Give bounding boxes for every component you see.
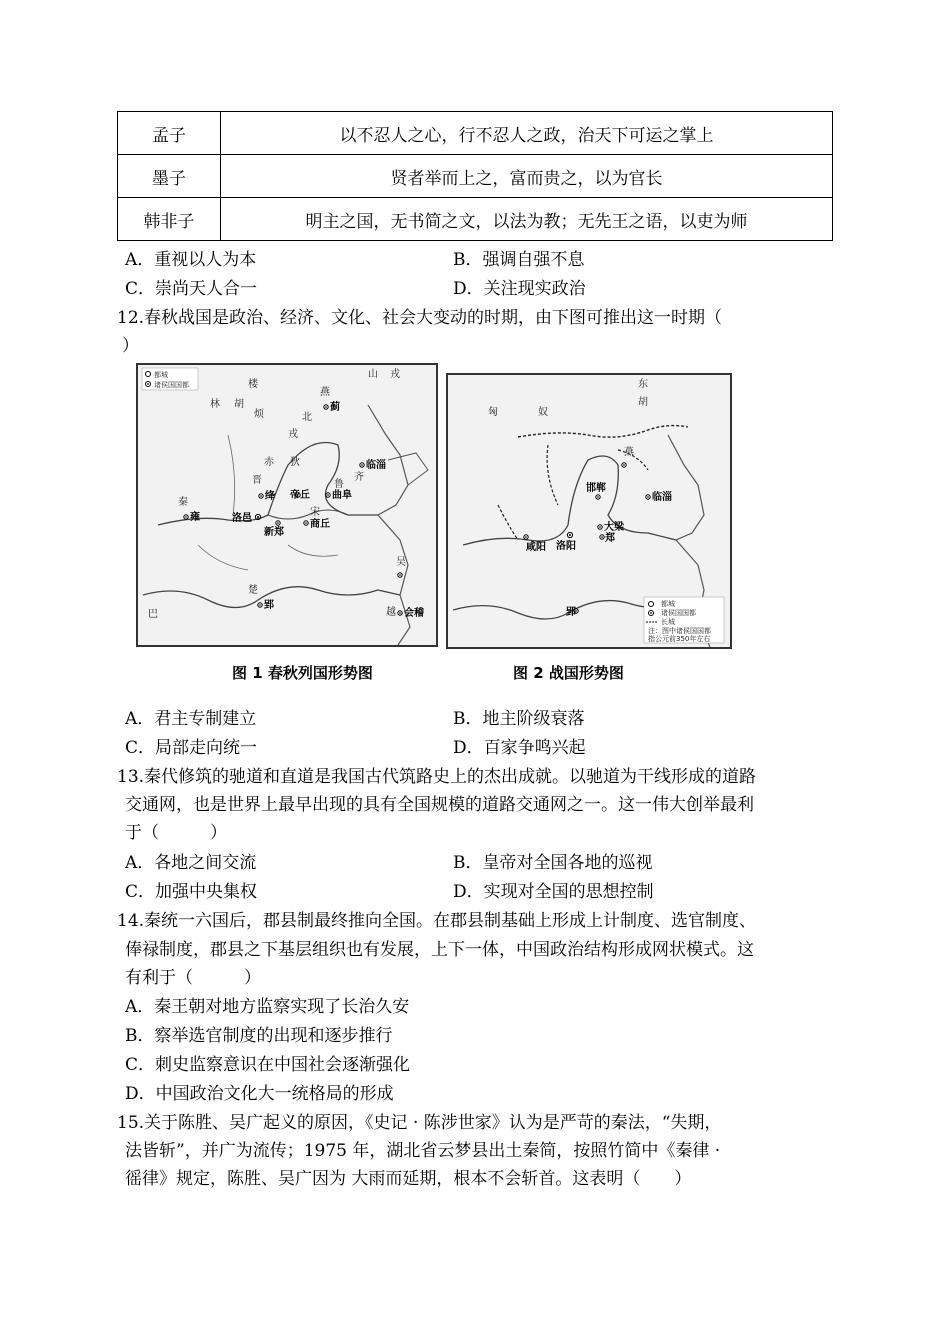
legend-great-wall: 长城 — [661, 618, 675, 626]
map-label: 郑 — [605, 533, 615, 544]
figure-1-caption: 图 1 春秋列国形势图 — [232, 664, 373, 682]
map-label: 雍 — [190, 512, 200, 523]
legend-state-capital: 诸侯国国都 — [154, 381, 189, 389]
map-label: 燕 — [624, 447, 634, 458]
q12-option-c[interactable]: C．局部走向统一 — [125, 738, 258, 758]
thinker-name: 孟子 — [118, 112, 221, 155]
map-label: 帝丘 — [290, 490, 310, 501]
q13-option-d[interactable]: D．实现对全国的思想控制 — [453, 882, 654, 902]
q14-stem-line2: 俸禄制度，郡县之下基层组织也有发展，上下一体，中国政治结构形成网状模式。这 — [125, 940, 754, 960]
map-label: 赤 — [264, 457, 274, 468]
map-label: 鲁 — [334, 479, 344, 490]
legend-note: 注：图中诸侯国国都 — [648, 627, 711, 635]
thinker-quote: 以不忍人之心，行不忍人之政，治天下可运之掌上 — [221, 112, 833, 155]
map-label: 山 — [368, 369, 378, 380]
legend-note: 指公元前350年左右 — [648, 635, 711, 643]
q14-option-a[interactable]: A．秦王朝对地方监察实现了长治久安 — [125, 997, 410, 1017]
q11-option-c[interactable]: C．崇尚天人合一 — [125, 279, 258, 299]
thinker-quote-table — [117, 111, 833, 241]
q15-stem-line1: 15.关于陈胜、吴广起义的原因，《史记 · 陈涉世家》认为是严苛的秦法，“失期， — [117, 1113, 722, 1133]
map-label: 匈 — [488, 407, 498, 418]
map-label: 北 — [302, 412, 312, 423]
map-label: 奴 — [538, 407, 548, 418]
thinker-name: 墨子 — [118, 155, 221, 198]
q14-option-d[interactable]: D．中国政治文化大一统格局的形成 — [125, 1084, 394, 1104]
q13-stem-line1: 13.秦代修筑的驰道和直道是我国古代筑路史上的杰出成就。以驰道为干线形成的道路 — [117, 767, 757, 787]
thinker-name: 韩非子 — [118, 198, 221, 241]
map-label: 新郑 — [264, 527, 284, 538]
map-label: 东 — [638, 379, 648, 390]
map-label: 大梁 — [604, 522, 624, 533]
legend-state-capital: 诸侯国国都 — [661, 609, 696, 617]
map-label: 洛邑 — [232, 513, 252, 524]
thinker-quote: 贤者举而上之，富而贵之，以为官长 — [221, 155, 833, 198]
map-label: 郢 — [264, 600, 274, 611]
map-label: 林 — [210, 399, 220, 410]
legend-capital: 都城 — [661, 600, 675, 608]
map-label: 楼 — [248, 379, 258, 390]
warring-states-map — [446, 373, 732, 649]
map-label: 巴 — [148, 609, 158, 620]
map-label: 蓟 — [330, 402, 340, 413]
map-label: 戎 — [390, 369, 400, 380]
map-label: 宋 — [310, 507, 320, 518]
q11-option-b[interactable]: B．强调自强不息 — [453, 250, 585, 270]
map-label: 秦 — [178, 497, 188, 508]
q13-stem-line3: 于（ ） — [125, 823, 227, 843]
map-label: 吴 — [396, 557, 406, 568]
q15-stem-line2: 法皆斩”，并广为流传；1975 年，湖北省云梦县出土秦简，按照竹简中《秦律 · — [125, 1141, 721, 1161]
q13-option-c[interactable]: C．加强中央集权 — [125, 882, 258, 902]
map-label: 戎 — [288, 429, 298, 440]
q14-stem-line3: 有利于（ ） — [125, 968, 261, 988]
q12-stem-line2: ） — [122, 336, 139, 356]
q13-option-b[interactable]: B．皇帝对全国各地的巡视 — [453, 853, 653, 873]
legend-capital: 都城 — [154, 371, 168, 379]
map-label: 晋 — [252, 475, 262, 486]
q12-option-d[interactable]: D．百家争鸣兴起 — [453, 738, 586, 758]
table-row — [118, 112, 833, 155]
q11-option-a[interactable]: A．重视以人为本 — [125, 250, 257, 270]
map-label: 咸阳 — [526, 542, 546, 553]
table-row — [118, 155, 833, 198]
map-label: 越 — [386, 607, 396, 618]
map-label: 齐 — [354, 472, 364, 483]
q12-stem-line1: 12.春秋战国是政治、经济、文化、社会大变动的时期，由下图可推出这一时期（ — [117, 308, 723, 328]
map-label: 楚 — [248, 585, 258, 596]
warring-states-map-drawing — [448, 375, 730, 647]
map-label: 邯郸 — [586, 483, 606, 494]
spring-autumn-map — [136, 363, 438, 647]
map-label: 胡 — [234, 399, 244, 410]
spring-autumn-map-drawing — [138, 365, 436, 645]
map-label: 曲阜 — [332, 490, 352, 501]
figure-2-caption: 图 2 战国形势图 — [513, 664, 624, 682]
q13-option-a[interactable]: A．各地之间交流 — [125, 853, 257, 873]
map-label: 胡 — [638, 397, 648, 408]
thinker-quote: 明主之国，无书简之文，以法为教；无先王之语，以吏为师 — [221, 198, 833, 241]
map-label: 狄 — [290, 457, 300, 468]
q13-stem-line2: 交通网，也是世界上最早出现的具有全国规模的道路交通网之一。这一伟大创举最利 — [125, 795, 754, 815]
q14-stem-line1: 14.秦统一六国后，郡县制最终推向全国。在郡县制基础上形成上计制度、选官制度、 — [117, 911, 757, 931]
q14-option-c[interactable]: C．刺史监察意识在中国社会逐渐强化 — [125, 1055, 411, 1075]
map-label: 临淄 — [652, 492, 672, 503]
map-label: 郢 — [566, 607, 576, 618]
q12-option-b[interactable]: B．地主阶级衰落 — [453, 709, 585, 729]
q11-option-d[interactable]: D．关注现实政治 — [453, 279, 586, 299]
map-label: 会稽 — [404, 608, 424, 619]
map-label: 商丘 — [310, 519, 330, 530]
q15-stem-line3: 徭律》规定，陈胜、吴广因为 大雨而延期，根本不会斩首。这表明（ ） — [125, 1169, 692, 1189]
q14-option-b[interactable]: B．察举选官制度的出现和逐步推行 — [125, 1026, 393, 1046]
map-label: 燕 — [320, 387, 330, 398]
table-row — [118, 198, 833, 241]
map-label: 洛阳 — [556, 541, 576, 552]
map-label: 烦 — [254, 409, 264, 420]
map-label: 绛 — [265, 491, 275, 502]
map-label: 临淄 — [366, 460, 386, 471]
q12-option-a[interactable]: A．君主专制建立 — [125, 709, 257, 729]
